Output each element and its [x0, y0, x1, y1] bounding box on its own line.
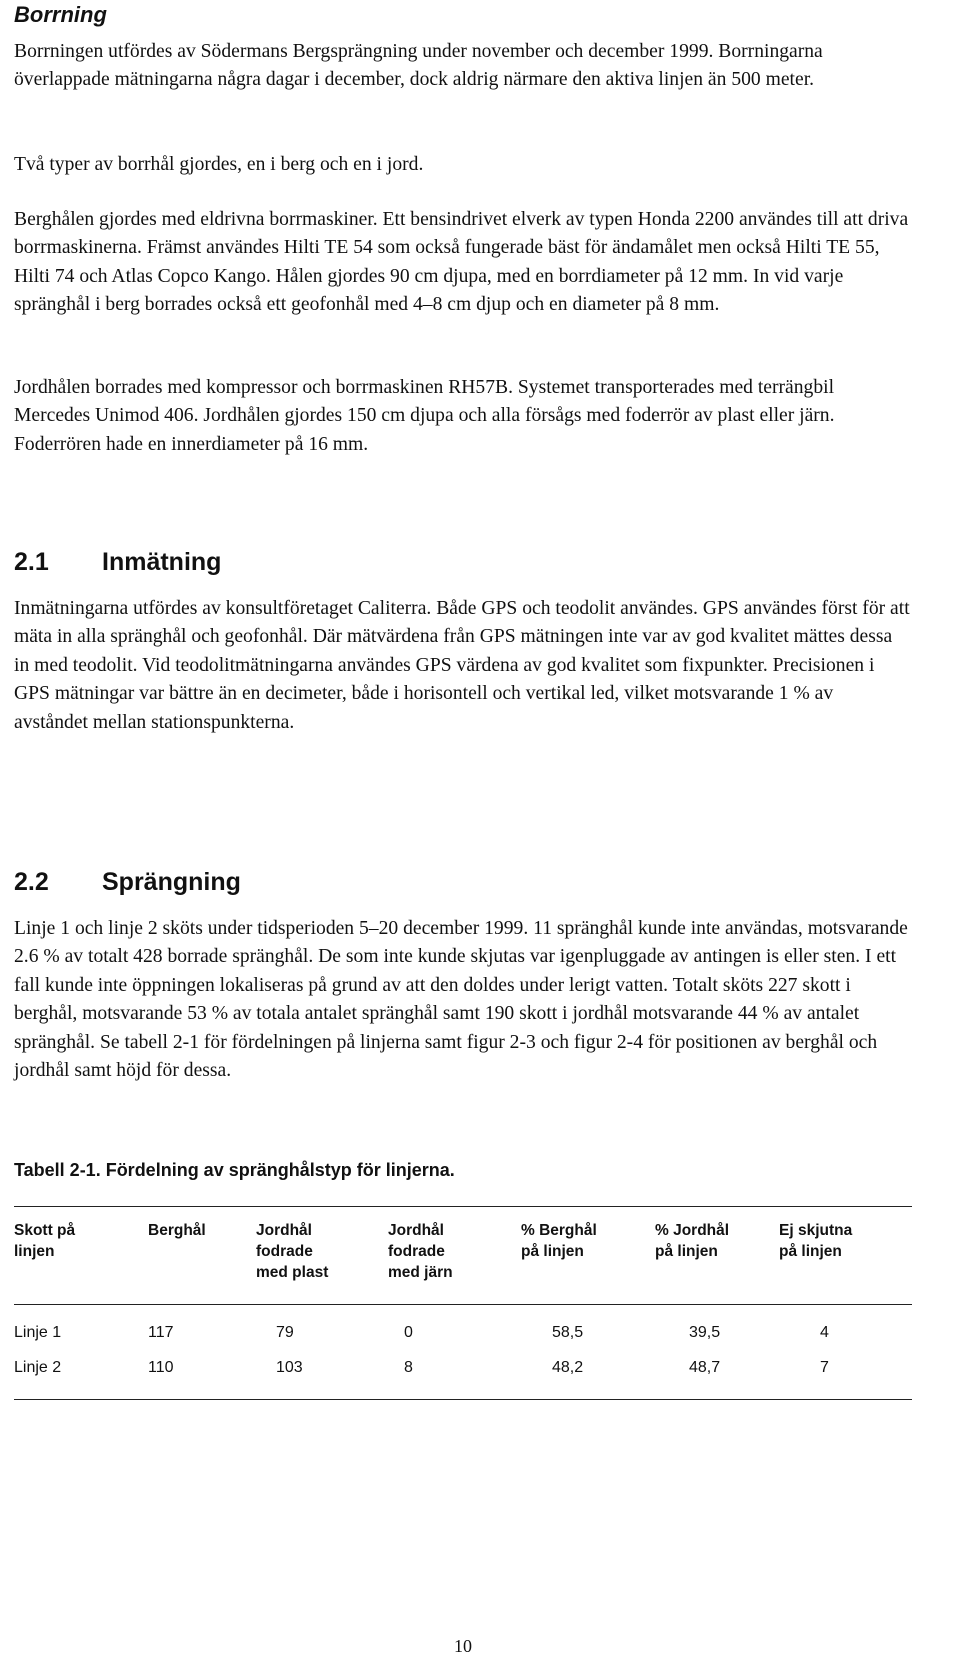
table-cell: 117 — [148, 1324, 174, 1341]
table-cell: 7 — [820, 1359, 829, 1376]
table-cell: 103 — [276, 1359, 303, 1376]
heading-inmatning — [14, 548, 221, 577]
paragraph-borrning-1: Borrningen utfördes av Södermans Bergsprängning under november och december 1999. Borrningarna överlappade mätningarna några dagar i december, dock aldrig närmare den aktiva linjen än 500 meter. — [14, 41, 823, 91]
paragraph-inmatning: Inmätningarna utfördes av konsultföretaget Caliterra. Både GPS och teodolit användes. GPS användes först för att mäta in alla spränghål och geofonhål. Där mätvärdena från GPS mätningen inte var av god kvalitet mättes dessa in med teodolit. Vid teodolitmätningarna användes GPS värdena av god kvalitet som fixpunkter. Precisionen i GPS mätningar var bättre än en decimeter, både i horisontell och vertikal led, vilket motsvarande 1 % av avståndet mellan stationspunkterna. — [14, 598, 910, 733]
table-caption: Tabell 2-1. Fördelning av spränghålstyp för linjerna. — [14, 1160, 455, 1180]
table-cell: Linje 2 — [14, 1359, 62, 1376]
table-cell: 79 — [276, 1324, 294, 1341]
table-cell: 48,7 — [689, 1359, 721, 1376]
paragraph-borrning-4: Jordhålen borrades med kompressor och borrmaskinen RH57B. Systemet transporterades med terrängbil Mercedes Unimod 406. Jordhålen gjordes 150 cm djupa och alla försågs med foderrör av plast eller järn. Foderrören hade en innerdiameter på 16 mm. — [14, 377, 835, 455]
table-header-cell: Jordhål fodrade med plast — [256, 1222, 329, 1281]
heading-number: 2.1 — [14, 548, 49, 576]
paragraph-borrning-2: Två typer av borrhål gjordes, en i berg och en i jord. — [14, 154, 424, 175]
heading-number: 2.2 — [14, 868, 49, 896]
table-header-cell: % Jordhål på linjen — [655, 1222, 730, 1260]
table-header-rule — [14, 1304, 912, 1305]
paragraph-borrning-3: Berghålen gjordes med eldrivna borrmaskiner. Ett bensindrivet elverk av typen Honda 2200 användes till att driva borrmaskinerna. Främst användes Hilti TE 54 som också fungerade bäst för ändamålet men också Hilti TE 55, Hilti 74 och Atlas Copco Kango. Hålen gjordes 90 cm djupa, med en borrdiameter på 12 mm. In vid varje spränghål i berg borrades också ett geofonhål med 4–8 cm djup och en diameter på 8 mm. — [14, 209, 909, 316]
table-cell: 110 — [148, 1359, 174, 1376]
table-cell: 58,5 — [552, 1324, 584, 1341]
table-header-cell: Skott på linjen — [14, 1222, 76, 1260]
table-header-cell: Ej skjutna på linjen — [779, 1222, 853, 1260]
table-top-rule — [14, 1206, 912, 1207]
table-cell: 39,5 — [689, 1324, 721, 1341]
table-cell: 0 — [404, 1324, 413, 1341]
page-number: 10 — [454, 1636, 472, 1656]
heading-text: Inmätning — [102, 548, 222, 576]
table-cell: 48,2 — [552, 1359, 584, 1376]
table-header-cell: Berghål — [148, 1222, 206, 1239]
table-cell: 8 — [404, 1359, 413, 1376]
table-cell: Linje 1 — [14, 1324, 62, 1341]
table-header-cell: % Berghål på linjen — [521, 1222, 597, 1260]
heading-sprangning — [14, 868, 241, 897]
document-page — [14, 0, 924, 1670]
table-header-cell: Jordhål fodrade med järn — [388, 1222, 453, 1281]
heading-text: Sprängning — [102, 868, 241, 896]
table-bottom-rule — [14, 1399, 912, 1400]
section-title: Borrning — [14, 2, 107, 27]
table-cell: 4 — [820, 1324, 829, 1341]
paragraph-sprangning: Linje 1 och linje 2 sköts under tidsperioden 5–20 december 1999. 11 spränghål kunde inte användas, motsvarande 2.6 % av totalt 428 borrade spränghål. De som inte kunde skjutas var igenpluggade av antingen is eller sten. I ett fall kunde inte öppningen lokaliseras på grund av att den doldes under lerigt vatten. Totalt sköts 227 skott i berghål, motsvarande 53 % av totala antalet spränghål samt 190 skott i jordhål motsvarande 44 % av antalet spränghål. Se tabell 2-1 för fördelningen på linjerna samt figur 2-3 och figur 2-4 för positionen av berghål och jordhål samt höjd för dessa. — [14, 918, 908, 1082]
